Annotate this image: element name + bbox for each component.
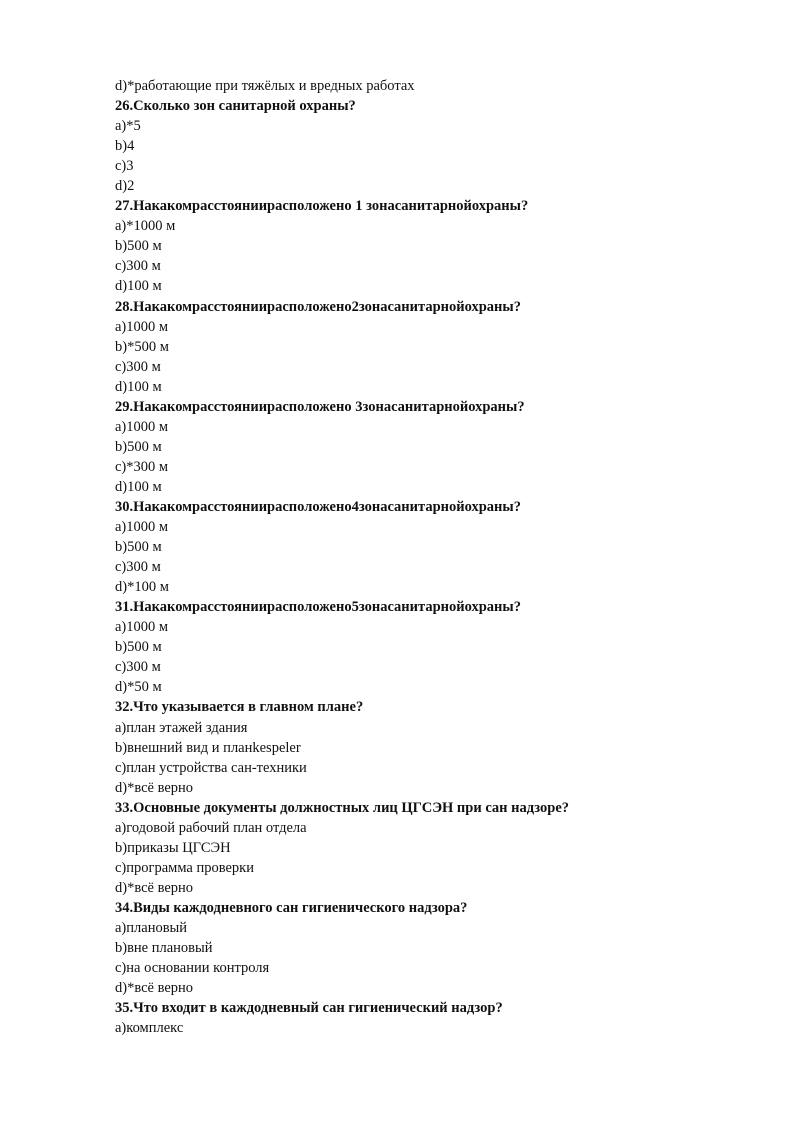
answer-option: a)плановый bbox=[115, 919, 188, 936]
answer-option: a)1000 м bbox=[115, 418, 169, 435]
question-line: 28.Накакомрасстояниирасположено2зонасанитарнойохраны? bbox=[115, 298, 521, 315]
answer-option: c)программа проверки bbox=[115, 859, 254, 876]
answer-option: c)на основании контроля bbox=[115, 960, 270, 977]
question-line: 31.Накакомрасстояниирасположено5зонасанитарнойохраны? bbox=[115, 599, 521, 616]
question-line: 30.Накакомрасстояниирасположено4зонасанитарнойохраны? bbox=[115, 498, 521, 515]
answer-option: d)*всё верно bbox=[115, 879, 194, 896]
answer-option: a)годовой рабочий план отдела bbox=[115, 819, 307, 836]
answer-option: b)4 bbox=[115, 138, 135, 155]
answer-option: a)план этажей здания bbox=[115, 719, 248, 736]
answer-option: c)300 м bbox=[115, 258, 161, 275]
answer-option: c)план устройства сан-техники bbox=[115, 759, 307, 776]
answer-option: d)100 м bbox=[115, 278, 162, 295]
answer-option: c)*300 м bbox=[115, 458, 169, 475]
question-line: 29.Накакомрасстояниирасположено 3зонасанитарнойохраны? bbox=[115, 398, 525, 415]
answer-option: a)1000 м bbox=[115, 318, 169, 335]
answer-option: d)*всё верно bbox=[115, 779, 194, 796]
answer-option: c)300 м bbox=[115, 358, 161, 375]
answer-option: a)комплекс bbox=[115, 1020, 184, 1037]
answer-option: b)вне плановый bbox=[115, 940, 213, 957]
question-line: 34.Виды каждодневного сан гигиенического надзора? bbox=[115, 899, 468, 916]
answer-option: a)1000 м bbox=[115, 619, 169, 636]
answer-option: b)500 м bbox=[115, 238, 162, 255]
answer-option: b)*500 м bbox=[115, 338, 169, 355]
answer-option: a)*5 bbox=[115, 118, 141, 135]
answer-option: d)*всё верно bbox=[115, 980, 194, 997]
answer-option: d)*работающие при тяжёлых и вредных работах bbox=[115, 78, 415, 94]
answer-option: c)3 bbox=[115, 158, 134, 175]
answer-option: a)*1000 м bbox=[115, 218, 176, 235]
document-page bbox=[115, 76, 735, 1038]
answer-option: d)*50 м bbox=[115, 679, 162, 696]
answer-option: a)1000 м bbox=[115, 519, 169, 536]
answer-option: b)приказы ЦГСЭН bbox=[115, 839, 231, 856]
answer-option: b)500 м bbox=[115, 639, 162, 656]
question-line: 32.Что указывается в главном плане? bbox=[115, 699, 364, 716]
answer-option: c)300 м bbox=[115, 659, 161, 676]
answer-option: c)300 м bbox=[115, 559, 161, 576]
answer-option: d)100 м bbox=[115, 378, 162, 395]
answer-option: d)100 м bbox=[115, 478, 162, 495]
question-line: 35.Что входит в каждодневный сан гигиенический надзор? bbox=[115, 1000, 503, 1017]
question-line: 33.Основные документы должностных лиц ЦГСЭН при сан надзоре? bbox=[115, 799, 570, 816]
answer-option: d)2 bbox=[115, 178, 135, 195]
answer-option: b)500 м bbox=[115, 438, 162, 455]
answer-option: d)*100 м bbox=[115, 579, 169, 596]
answer-option: b)500 м bbox=[115, 539, 162, 556]
answer-option: b)внешний вид и планkespeler bbox=[115, 739, 301, 756]
question-line: 26.Сколько зон санитарной охраны? bbox=[115, 98, 356, 115]
question-line: 27.Накакомрасстояниирасположено 1 зонасанитарнойохраны? bbox=[115, 198, 529, 215]
